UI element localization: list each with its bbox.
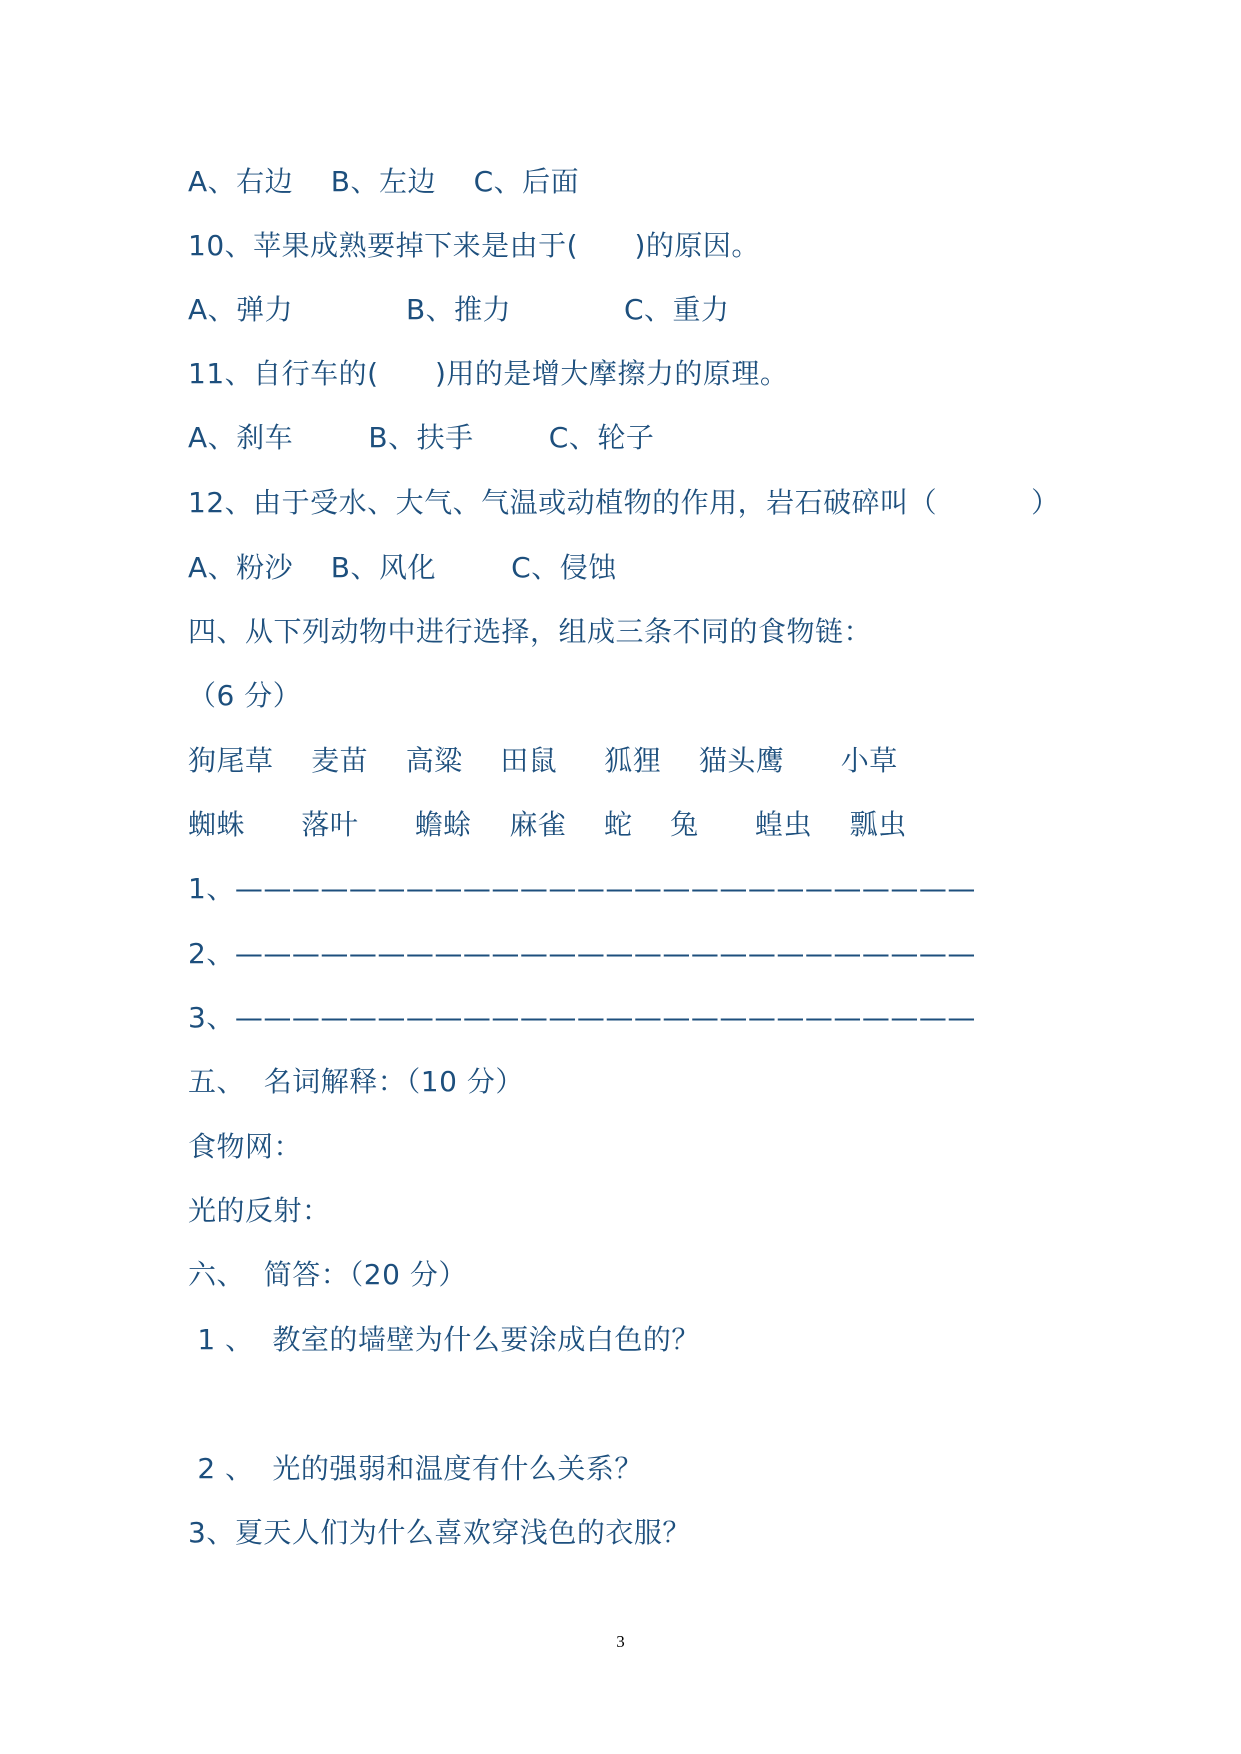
- q11-question: 11、自行车的( )用的是增大摩擦力的原理。: [188, 357, 789, 390]
- section4-title: 四、从下列动物中进行选择，组成三条不同的食物链：: [188, 615, 873, 648]
- q12-question: 12、由于受水、大气、气温或动植物的作用，岩石破碎叫（ ）: [188, 486, 1060, 519]
- short-answer-2: 2 、 光的强弱和温度有什么关系？: [188, 1452, 643, 1485]
- food-chain-line-2: 2、——————————————————————————: [188, 937, 976, 970]
- page-number: 3: [616, 1632, 625, 1651]
- short-answer-3: 3、夏天人们为什么喜欢穿浅色的衣服？: [188, 1516, 691, 1549]
- section6-title: 六、 简答：（20 分）: [188, 1258, 467, 1291]
- q10-options: A、弹力 B、推力 C、重力: [188, 293, 730, 326]
- section5-title: 五、 名词解释：（10 分）: [188, 1065, 524, 1098]
- food-chain-line-3: 3、——————————————————————————: [188, 1001, 976, 1034]
- q9-options: A、右边 B、左边 C、后面: [188, 165, 580, 198]
- food-chain-line-1: 1、——————————————————————————: [188, 872, 976, 905]
- term-light-reflection: 光的反射：: [188, 1194, 331, 1227]
- section4-score: （6 分）: [188, 679, 302, 712]
- q11-options: A、刹车 B、扶手 C、轮子: [188, 421, 655, 454]
- short-answer-1: 1 、 教室的墙壁为什么要涂成白色的？: [188, 1323, 700, 1356]
- q12-options: A、粉沙 B、风化 C、侵蚀: [188, 551, 617, 584]
- term-food-web: 食物网：: [188, 1130, 303, 1163]
- section4-words-row1: 狗尾草 麦苗 高粱 田鼠 狐狸 猫头鹰 小草: [188, 744, 898, 777]
- section4-words-row2: 蜘蛛 落叶 蟾蜍 麻雀 蛇 兔 蝗虫 瓢虫: [188, 808, 907, 841]
- q10-question: 10、苹果成熟要掉下来是由于( )的原因。: [188, 229, 760, 262]
